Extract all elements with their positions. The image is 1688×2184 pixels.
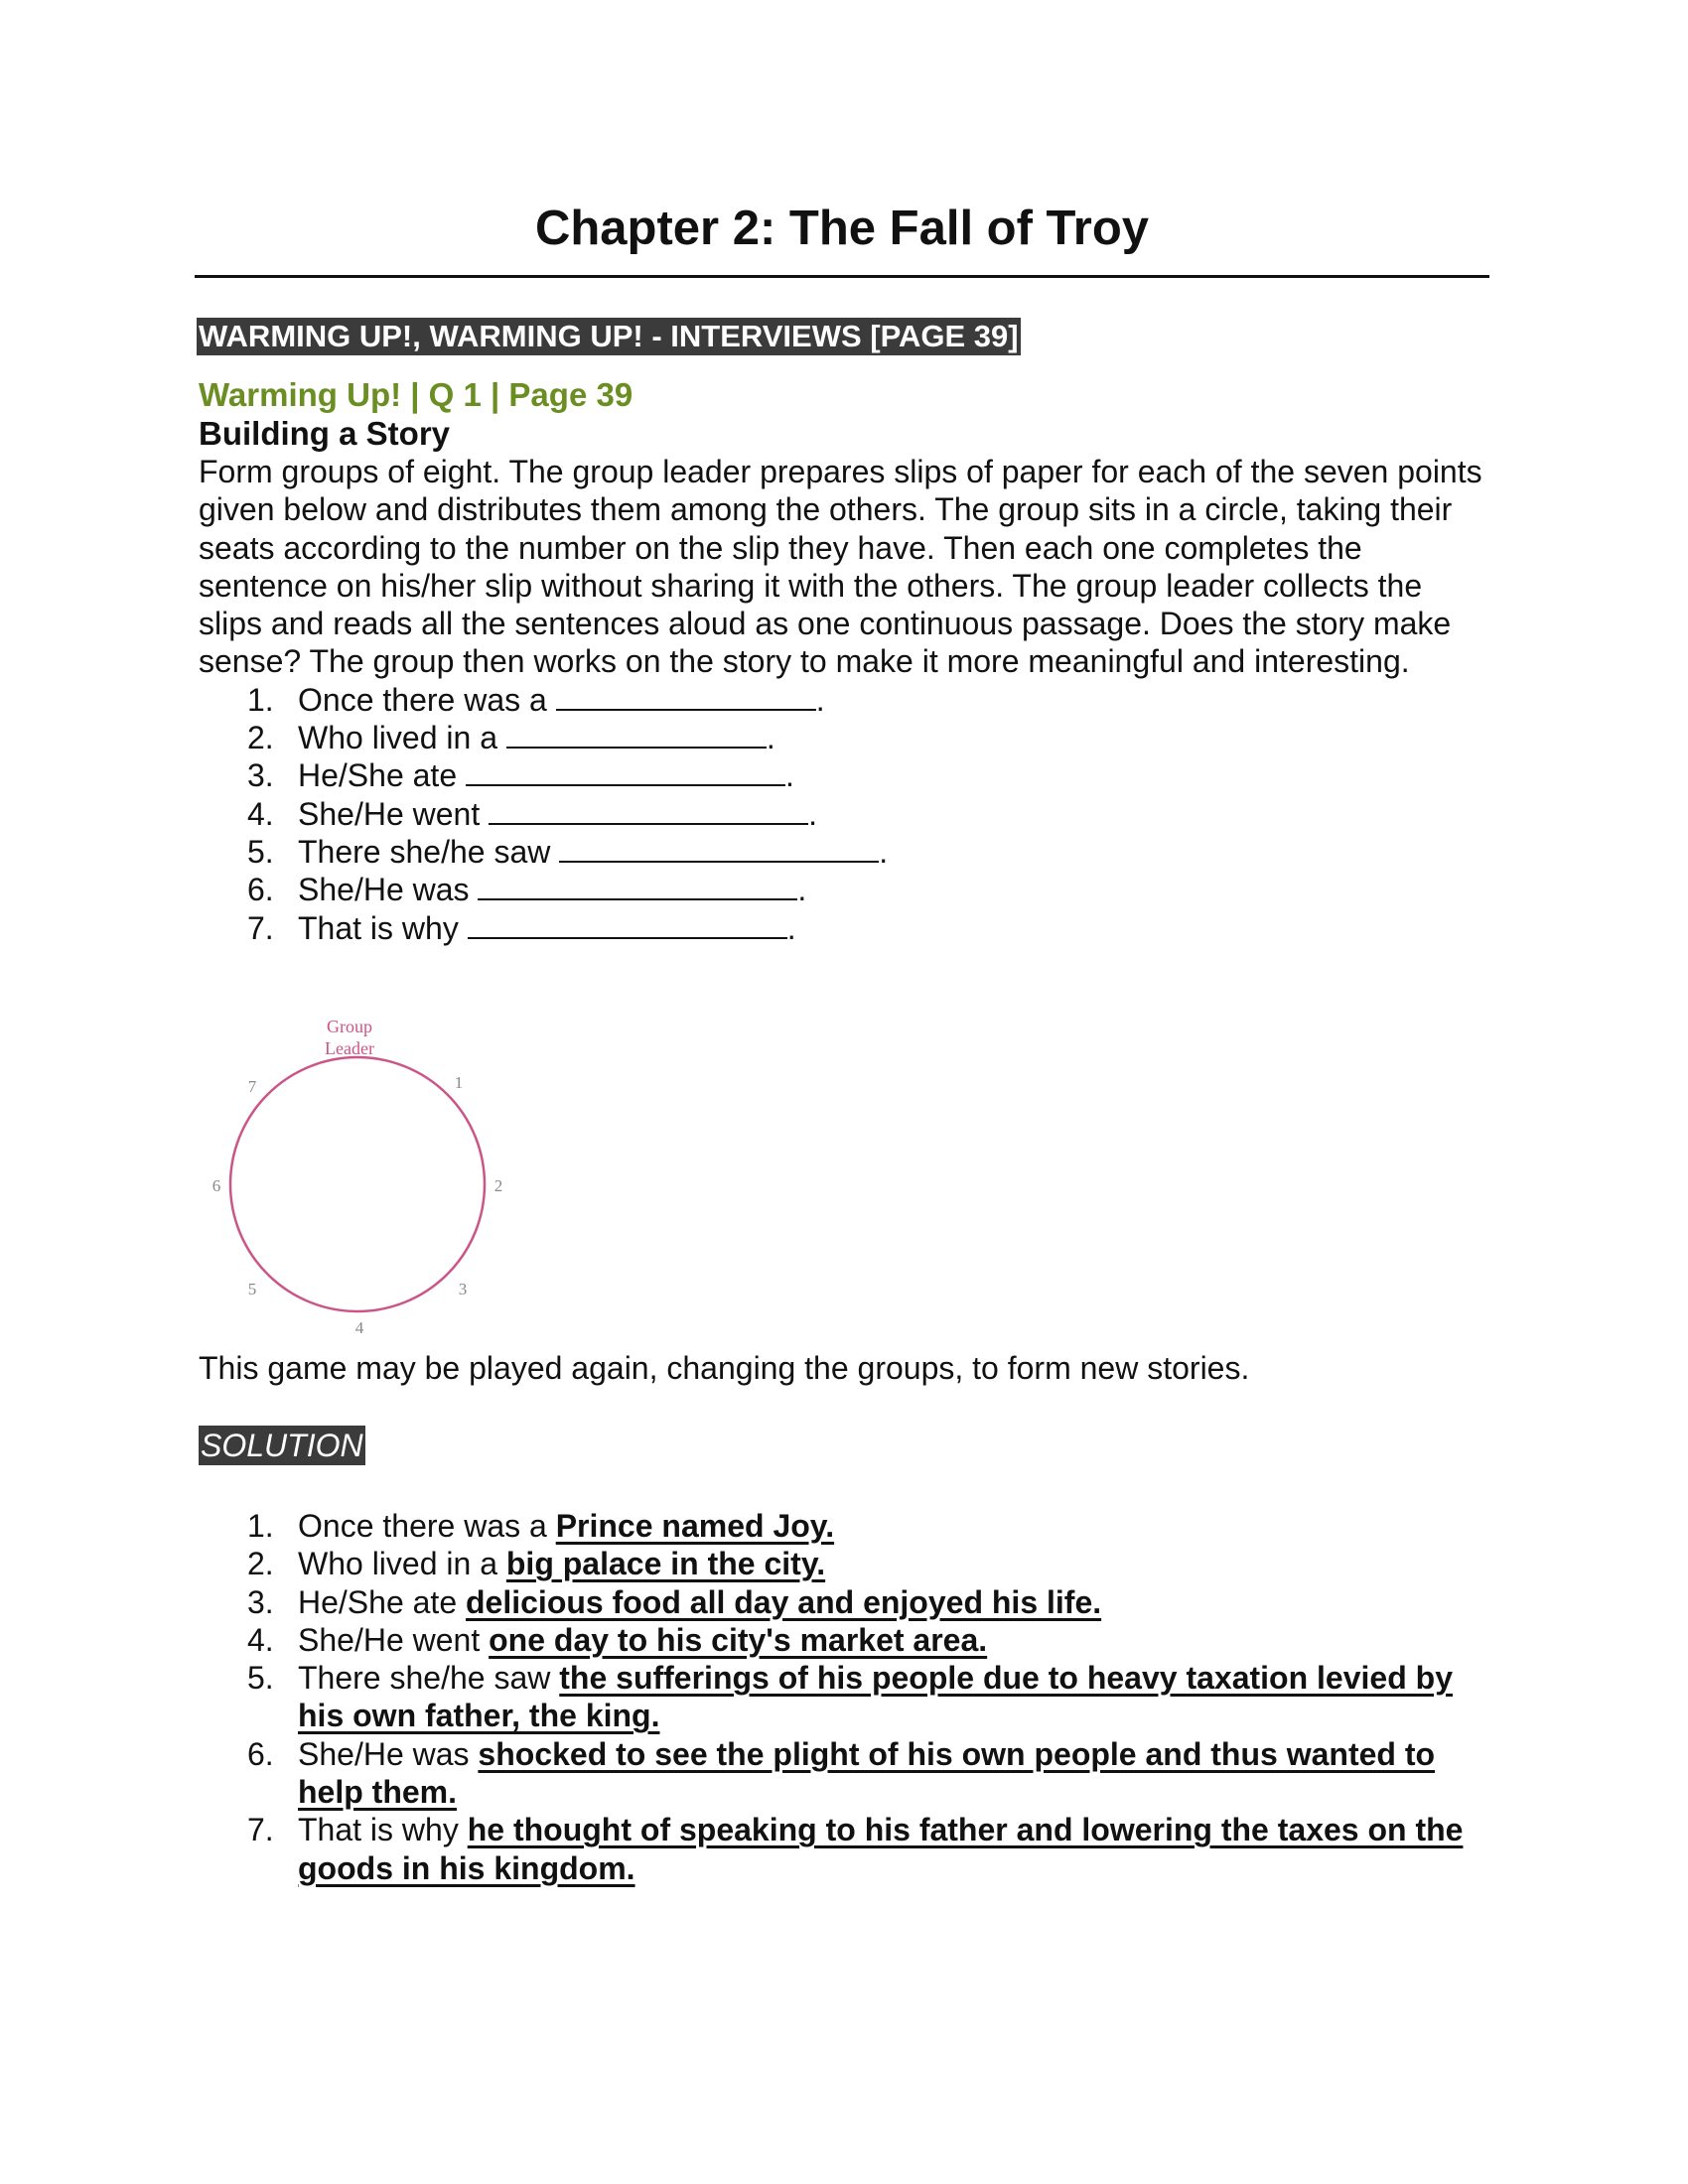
prompt-text: He/She ate bbox=[298, 757, 466, 794]
item-number: 2. bbox=[247, 1546, 274, 1582]
answer-list bbox=[199, 1507, 1489, 1887]
seat-label-2: 2 bbox=[493, 1176, 503, 1195]
list-item: 5. There she/he saw . bbox=[247, 833, 889, 870]
list-item: 7. That is why . bbox=[247, 909, 796, 946]
seating-circle-diagram bbox=[199, 1011, 516, 1338]
question-block bbox=[199, 375, 1489, 947]
answer-blank bbox=[478, 871, 797, 900]
question-heading: Warming Up! | Q 1 | Page 39 bbox=[199, 376, 633, 413]
list-item: 4. She/He went . bbox=[247, 795, 817, 832]
solution-banner: SOLUTION bbox=[201, 1428, 363, 1463]
answer-text: big palace in the city. bbox=[505, 1546, 826, 1582]
list-item bbox=[199, 1659, 1489, 1735]
prompt-text: Once there was a bbox=[298, 681, 556, 718]
answer-prefix: She/He went bbox=[298, 1621, 490, 1658]
list-item bbox=[199, 1621, 1489, 1659]
list-item bbox=[199, 1507, 1489, 1545]
list-item: 3. He/She ate . bbox=[247, 757, 794, 794]
list-item: 2. Who lived in a . bbox=[247, 720, 775, 756]
answer-text: Prince named Joy. bbox=[555, 1508, 835, 1544]
answer-text: shocked to see the plight of his own people and thus wanted to help them. bbox=[298, 1735, 1436, 1811]
seat-label-6: 6 bbox=[211, 1176, 221, 1195]
seat-label-4: 4 bbox=[354, 1318, 364, 1337]
prompt-text: That is why bbox=[298, 909, 468, 946]
list-item bbox=[199, 1545, 1489, 1582]
item-number: 1. bbox=[247, 681, 274, 718]
leader-label-line1: Group bbox=[327, 1017, 372, 1036]
answer-blank bbox=[489, 795, 808, 825]
closing-text: This game may be played again, changing the groups, to form new stories. bbox=[199, 1350, 1250, 1386]
seat-label-5: 5 bbox=[247, 1280, 257, 1298]
seating-circle bbox=[230, 1057, 485, 1311]
answer-prefix: She/He was bbox=[298, 1735, 479, 1772]
question-instructions: Form groups of eight. The group leader prepares slips of paper for each of the seven points given below and distributes them among the others. The group sits in a circle, taking their seats according to the number on the slip they have. Then each one completes the sentence on his/her slip without sharing it with the others. The group leader collects the slips and reads all the sentences aloud as one continuous passage. Does the story make sense? The group then works on the story to make it more meaningful and interesting. bbox=[199, 454, 1482, 680]
item-number: 3. bbox=[247, 1583, 274, 1620]
answer-blank bbox=[466, 756, 785, 786]
answer-prefix: He/She ate bbox=[298, 1583, 466, 1620]
item-number: 4. bbox=[247, 1621, 274, 1658]
list-item bbox=[199, 1583, 1489, 1621]
answer-blank bbox=[506, 719, 767, 749]
answer-text: the sufferings of his people due to heavy taxation levied by his own father, the king. bbox=[298, 1660, 1453, 1734]
leader-label-line2: Leader bbox=[325, 1038, 374, 1058]
item-number: 5. bbox=[247, 833, 274, 870]
question-subheading: Building a Story bbox=[199, 415, 451, 452]
prompt-text: She/He went bbox=[298, 795, 490, 832]
prompt-text: There she/he saw bbox=[298, 833, 560, 870]
answer-text: one day to his city's market area. bbox=[489, 1621, 988, 1658]
section-banner: WARMING UP!, WARMING UP! - INTERVIEWS [PAGE 39] bbox=[199, 319, 1019, 353]
item-number: 7. bbox=[247, 1812, 274, 1848]
item-number: 4. bbox=[247, 795, 274, 832]
list-item bbox=[199, 1735, 1489, 1812]
seat-label-1: 1 bbox=[454, 1073, 464, 1092]
list-item: 1. Once there was a . bbox=[247, 681, 825, 718]
answer-prefix: Once there was a bbox=[298, 1508, 556, 1544]
answer-blank bbox=[556, 681, 816, 711]
answer-prefix: There she/he saw bbox=[298, 1660, 560, 1697]
list-item: 6. She/He was . bbox=[247, 872, 807, 908]
answer-blank bbox=[468, 909, 787, 939]
item-number: 5. bbox=[247, 1660, 274, 1697]
title-divider bbox=[195, 275, 1489, 278]
page-title: Chapter 2: The Fall of Troy bbox=[534, 202, 1150, 255]
item-number: 7. bbox=[247, 909, 274, 946]
solution-block bbox=[199, 1507, 1489, 1887]
answer-blank bbox=[559, 833, 879, 863]
seat-label-7: 7 bbox=[247, 1077, 257, 1096]
answer-prefix: Who lived in a bbox=[298, 1546, 506, 1582]
item-number: 3. bbox=[247, 757, 274, 794]
answer-text: he thought of speaking to his father and lowering the taxes on the goods in his kingdom. bbox=[298, 1812, 1464, 1886]
prompt-text: Who lived in a bbox=[298, 720, 506, 756]
item-number: 6. bbox=[247, 872, 274, 908]
item-number: 6. bbox=[247, 1735, 274, 1772]
prompt-list bbox=[199, 681, 1489, 947]
answer-prefix: That is why bbox=[298, 1812, 468, 1848]
list-item bbox=[199, 1811, 1489, 1887]
answer-text: delicious food all day and enjoyed his life. bbox=[466, 1583, 1102, 1620]
item-number: 2. bbox=[247, 720, 274, 756]
prompt-text: She/He was bbox=[298, 872, 479, 908]
seat-label-3: 3 bbox=[458, 1280, 468, 1298]
item-number: 1. bbox=[247, 1508, 274, 1544]
